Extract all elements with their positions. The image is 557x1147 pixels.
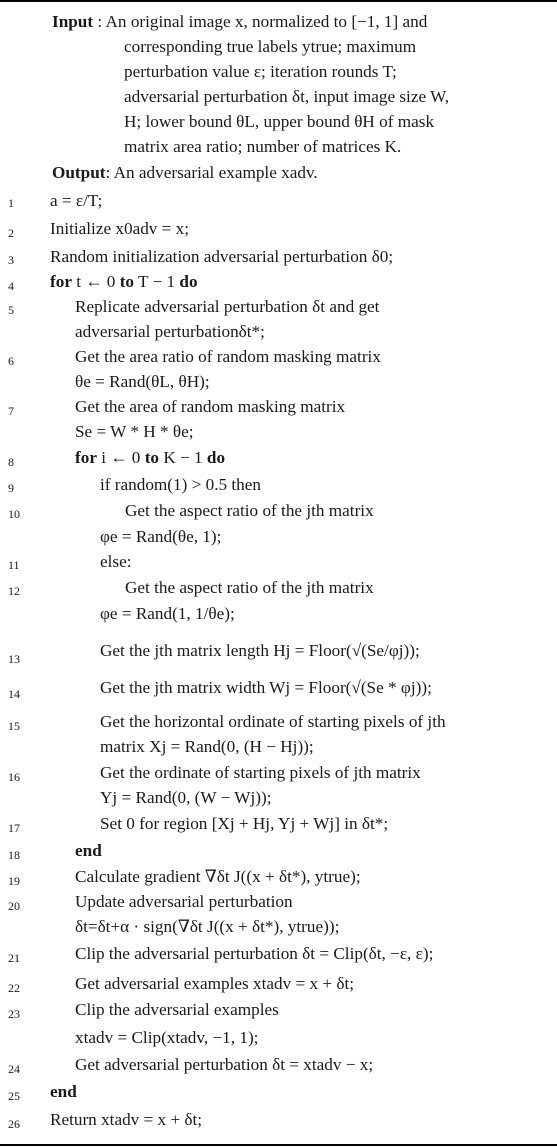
step-text: Set 0 for region [Xj + Hj, Yj + Wj] in δt*; xyxy=(100,814,389,833)
step-text: if random(1) > 0.5 then xyxy=(100,475,261,494)
step-text: adversarial perturbationδt*; xyxy=(75,322,265,341)
line-number: 24 xyxy=(8,1062,20,1076)
bottom-rule xyxy=(0,1144,557,1146)
step-text: end xyxy=(50,1082,77,1101)
input-line: : An original image x, normalized to [−1, 1] and xyxy=(97,12,428,31)
step-text: matrix Xj = Rand(0, (H − Hj)); xyxy=(100,737,314,756)
step-text: φe = Rand(θe, 1); xyxy=(100,527,222,546)
step-text: φe = Rand(1, 1/θe); xyxy=(100,604,235,623)
step-text: else: xyxy=(100,552,132,571)
input-line: H; lower bound θL, upper bound θH of mask xyxy=(124,112,435,131)
step-text: Get adversarial examples xtadv = x + δt; xyxy=(75,974,355,993)
line-number: 26 xyxy=(8,1117,20,1131)
step-text: Clip the adversarial perturbation δt = Clip(δt, −ε, ε); xyxy=(75,944,434,963)
step-text: Get the aspect ratio of the jth matrix xyxy=(125,578,374,597)
line-number: 12 xyxy=(8,584,20,598)
line-number: 6 xyxy=(8,354,14,368)
step-text: Se = W * H * θe; xyxy=(75,422,194,441)
input-line: matrix area ratio; number of matrices K. xyxy=(124,137,402,156)
step-text: for i ← 0 to K − 1 do xyxy=(75,448,226,467)
line-number: 1 xyxy=(8,196,14,210)
line-number: 14 xyxy=(8,687,20,701)
line-number: 23 xyxy=(8,1007,20,1021)
line-number: 9 xyxy=(8,481,14,495)
step-text: Yj = Rand(0, (W − Wj)); xyxy=(100,788,272,807)
step-text: end xyxy=(75,841,102,860)
line-number: 17 xyxy=(8,821,20,835)
line-number: 11 xyxy=(8,558,20,572)
output-text: : An adversarial example xadv. xyxy=(105,163,318,182)
line-number: 2 xyxy=(8,226,14,240)
line-number: 18 xyxy=(8,848,20,862)
line-number: 25 xyxy=(8,1089,20,1103)
input-section xyxy=(52,13,427,30)
step-text: θe = Rand(θL, θH); xyxy=(75,372,210,391)
step-text: Random initialization adversarial perturbation δ0; xyxy=(50,247,394,266)
line-number: 13 xyxy=(8,652,20,666)
line-number: 4 xyxy=(8,279,14,293)
step-text: Get the area of random masking matrix xyxy=(75,397,346,416)
output-label: Output xyxy=(52,163,106,182)
step-text: Get adversarial perturbation δt = xtadv − x; xyxy=(75,1055,374,1074)
step-text: Get the jth matrix width Wj = Floor(√(Se * φj)); xyxy=(100,678,432,697)
step-text: Clip the adversarial examples xyxy=(75,1000,279,1019)
input-line: adversarial perturbation δt, input image size W, xyxy=(124,87,450,106)
output-section xyxy=(52,164,318,181)
line-number: 7 xyxy=(8,404,14,418)
input-label: Input xyxy=(52,12,94,31)
line-number: 5 xyxy=(8,303,14,317)
step-text: Replicate adversarial perturbation δt and get xyxy=(75,297,380,316)
step-text: Get the aspect ratio of the jth matrix xyxy=(125,501,374,520)
line-number: 8 xyxy=(8,455,14,469)
line-number: 10 xyxy=(8,507,20,521)
line-number: 22 xyxy=(8,981,20,995)
step-text: for t ← 0 to T − 1 do xyxy=(50,272,198,291)
step-text: xtadv = Clip(xtadv, −1, 1); xyxy=(75,1028,259,1047)
line-number: 15 xyxy=(8,719,20,733)
step-text: Get the ordinate of starting pixels of jth matrix xyxy=(100,763,421,782)
line-number: 20 xyxy=(8,899,20,913)
line-number: 21 xyxy=(8,951,20,965)
step-text: Return xtadv = x + δt; xyxy=(50,1110,203,1129)
line-number: 16 xyxy=(8,770,20,784)
line-number: 19 xyxy=(8,874,20,888)
step-text: Get the jth matrix length Hj = Floor(√(Se/φj)); xyxy=(100,641,420,660)
step-text: Get the horizontal ordinate of starting pixels of jth xyxy=(100,712,446,731)
step-text: Calculate gradient ∇δt J((x + δt*), ytrue); xyxy=(75,867,361,886)
step-text: a = ε/T; xyxy=(50,191,103,210)
top-rule xyxy=(0,0,557,2)
step-text: Initialize x0adv = x; xyxy=(50,219,190,238)
line-number: 3 xyxy=(8,253,14,267)
step-text: Get the area ratio of random masking matrix xyxy=(75,347,381,366)
step-text: δt=δt+α · sign(∇δt J((x + δt*), ytrue)); xyxy=(75,917,340,936)
step-text: Update adversarial perturbation xyxy=(75,892,293,911)
input-line: corresponding true labels ytrue; maximum xyxy=(124,37,417,56)
input-line: perturbation value ε; iteration rounds T; xyxy=(124,62,397,81)
